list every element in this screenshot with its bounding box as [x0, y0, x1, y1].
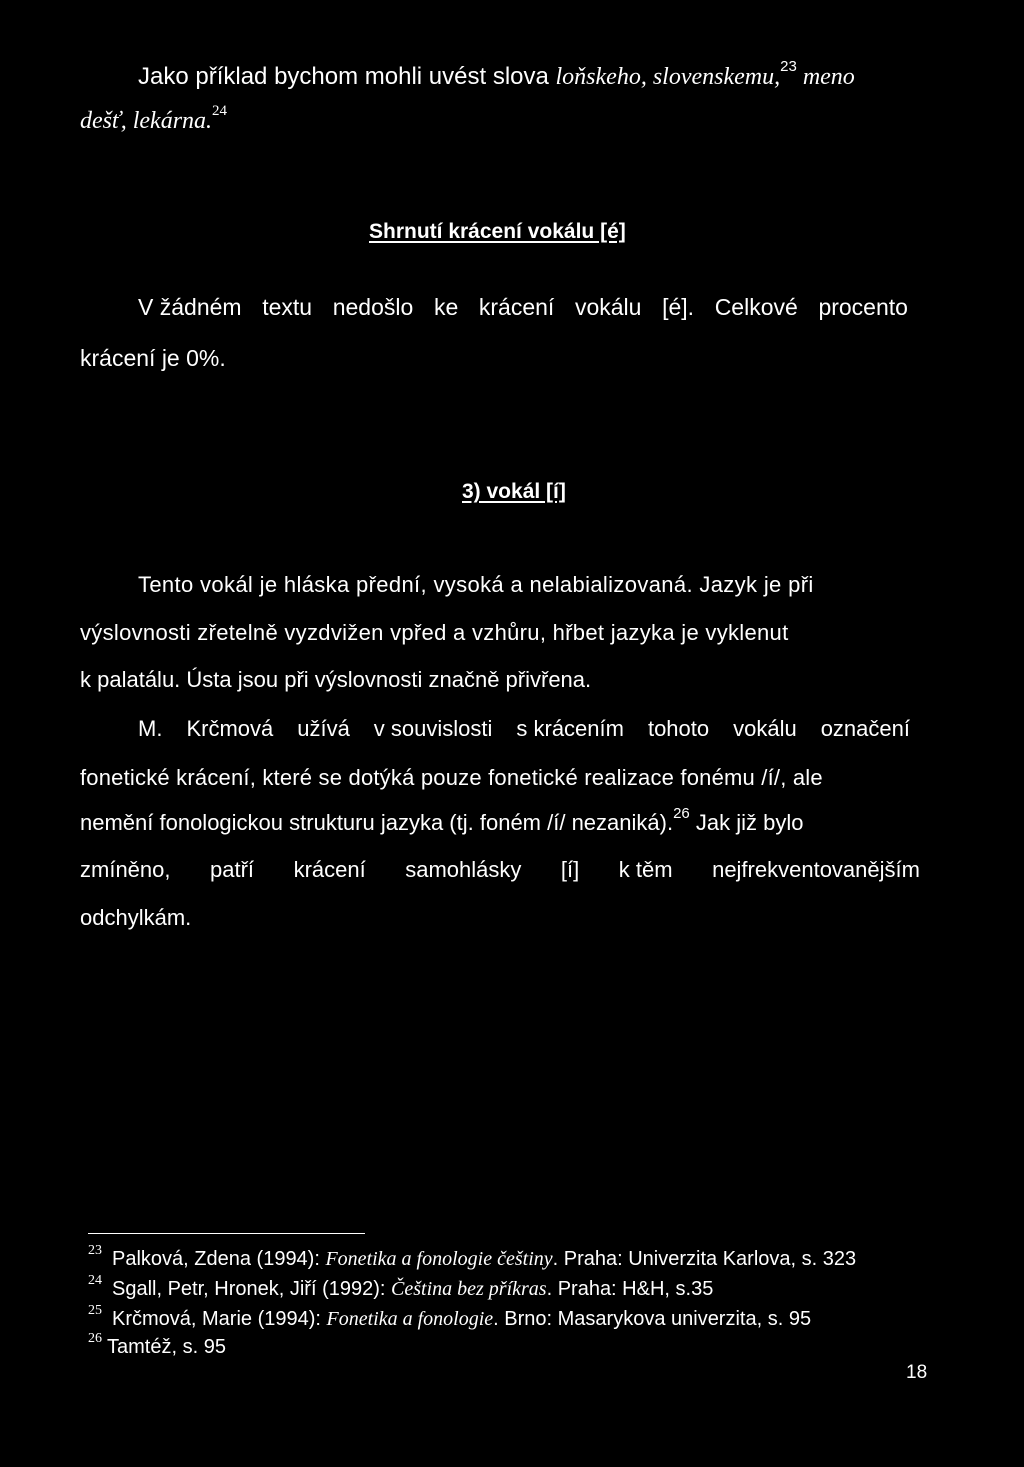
section-i-p2-line-1-word: užívá	[297, 716, 350, 741]
section-i-p2-line-1-word: M.	[138, 716, 163, 741]
section-i-p1-line-2: výslovnosti zřetelně vyzdvižen vpřed a vzhůru, hřbet jazyka je vyklenut	[80, 620, 789, 645]
section-e-line-2: krácení je 0%.	[80, 345, 226, 371]
section-i-p2-line-1-word: tohoto	[647, 716, 710, 741]
section-i-p2-line-3-tail: Jak již bylo	[689, 810, 804, 835]
footnote-publisher: . Praha: Univerzita Karlova, s. 323	[552, 1248, 857, 1270]
section-e-line-1-word: procento	[818, 294, 908, 320]
footnote-author: Krčmová, Marie (1994):	[112, 1308, 327, 1330]
section-heading-i: 3) vokál [í]	[462, 480, 566, 503]
section-i-p2-line-1-word: s krácením	[516, 716, 624, 741]
footnote-ref-23: 23	[780, 58, 797, 75]
section-i-p2-line-1	[138, 714, 910, 744]
section-i-p2-line-1-word: v souvislosti	[373, 716, 493, 741]
footnote-author: Palková, Zdena (1994):	[112, 1248, 326, 1270]
section-i-p2-line-1-word: označení	[820, 716, 910, 741]
footnote-publisher: . Praha: H&H, s.35	[546, 1278, 714, 1300]
footnote-number: 26	[88, 1331, 102, 1347]
footnote-ref-26: 26	[673, 804, 690, 822]
section-e-line-1-word: krácení	[478, 294, 555, 320]
section-e-line-1-word: V žádném	[138, 294, 242, 320]
footnote-26	[88, 1331, 226, 1359]
footnote-number: 24	[88, 1273, 102, 1289]
section-e-line-1-word: textu	[262, 294, 313, 320]
section-e-line-1	[138, 292, 908, 322]
footnote-title: Fonetika a fonologie češtiny	[325, 1248, 553, 1270]
section-i-p2-line-4	[80, 855, 920, 885]
section-i-p1-line-3: k palatálu. Ústa jsou při výslovnosti značně přivřena.	[80, 667, 592, 692]
intro-italic-word-meno: meno	[796, 64, 855, 90]
footnote-25	[88, 1303, 812, 1331]
section-i-p2-line-5: odchylkám.	[80, 905, 192, 930]
section-heading-e: Shrnutí krácení vokálu [é]	[369, 220, 626, 243]
section-e-line-1-word: ke	[433, 294, 459, 320]
section-i-p2-line-4-word: [í]	[560, 857, 580, 882]
footnote-24	[88, 1273, 714, 1301]
section-i-p2-line-3-text: nemění fonologickou strukturu jazyka (tj. foném /í/ nezaniká).	[80, 810, 674, 835]
footnote-divider	[88, 1233, 365, 1234]
footnote-author: Sgall, Petr, Hronek, Jiří (1992):	[112, 1278, 392, 1300]
section-i-p2-line-1-word: Krčmová	[186, 716, 274, 741]
footnote-title: Fonetika a fonologie	[326, 1308, 494, 1330]
footnote-number: 23	[88, 1243, 102, 1259]
section-i-p2-line-3	[80, 804, 804, 838]
section-i-p2-line-2: fonetické krácení, které se dotýká pouze fonetické realizace fonému /í/, ale	[80, 765, 823, 790]
section-e-line-1-word: nedošlo	[332, 294, 414, 320]
intro-text: Jako příklad bychom mohli uvést slova	[138, 63, 556, 90]
section-i-p1-line-1: Tento vokál je hláska přední, vysoká a nelabializovaná. Jazyk je při	[138, 572, 814, 597]
section-e-line-1-word: vokálu	[574, 294, 642, 320]
section-i-p2-line-4-word: k těm	[618, 857, 673, 882]
section-i-p2-line-4-word: samohlásky	[405, 857, 522, 882]
section-i-p2-line-1-word: vokálu	[733, 716, 797, 741]
footnote-ref-24: 24	[212, 103, 228, 119]
intro-line-2	[80, 103, 228, 136]
section-i-p2-line-4-word: krácení	[293, 857, 366, 882]
section-e-line-1-word: Celkové	[714, 294, 798, 320]
section-i-p2-line-4-word: patří	[210, 857, 255, 882]
section-i-p2-line-4-word: nejfrekventovanějším	[712, 857, 920, 882]
footnote-publisher: . Brno: Masarykova univerzita, s. 95	[493, 1308, 812, 1330]
footnote-number: 25	[88, 1303, 102, 1319]
section-e-line-1-word: [é].	[662, 294, 695, 320]
page-number: 18	[906, 1362, 928, 1383]
intro-italic-words: loňskeho, slovenskemu,	[555, 64, 781, 90]
intro-italic-line2: dešť, lekárna.	[80, 108, 213, 134]
intro-line-1	[138, 58, 855, 92]
footnote-23	[88, 1243, 857, 1271]
section-i-p2-line-4-word: zmíněno,	[80, 857, 171, 882]
footnote-title: Čeština bez příkras	[391, 1278, 547, 1300]
footnote-author: Tamtéž, s. 95	[107, 1336, 226, 1358]
